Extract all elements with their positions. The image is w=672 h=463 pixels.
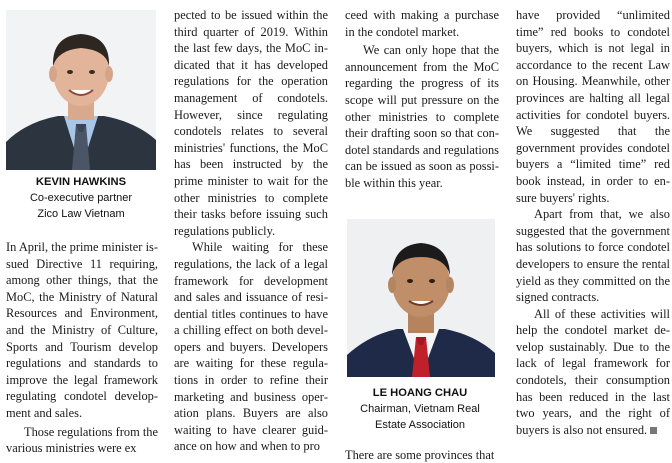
person-role: Chairman, Vietnam Real	[360, 402, 480, 415]
paragraph: Those regulations from the various ministries were ex	[6, 424, 158, 456]
portrait-kevin-hawkins	[6, 10, 156, 170]
paragraph-text: All of these activities will help the condotel market develop sustainably. Due to the lack of legal framework for condotels, their consumption has been reduced in the last two years, and the right of buyers is also not ensured.	[516, 306, 670, 437]
paragraph: ceed with making a purchase in the condotel market.	[345, 8, 499, 39]
person-company: Zico Law Vietnam	[37, 208, 125, 220]
person-role-continued: Estate Association	[375, 418, 465, 431]
article-column-3	[345, 7, 499, 462]
paragraph: have provided “unlimited time” red books to condotel buyers, which is not legal in accordance to the recent Law on Housing. Meanwhile, other provinces are halting all legal activities for condotel buyers. We suggested that the government provides condotel buyers a “limited time” red book instead, in order to ensure buyers' rights.	[516, 8, 670, 205]
portrait-illustration	[347, 219, 495, 377]
person-role: Co-executive partner	[29, 192, 133, 204]
photo-caption-right	[345, 385, 495, 433]
article-column-2	[174, 7, 328, 462]
paragraph: While waiting for these regulations, the lack of a legal framework for development and sales and issuance of residential titles continues to have a chilling effect on both developers and buyers. Developers are waiting for these regulations in order to refine their marketing and business operation plans. Buyers are also waiting to have clearer guidance on how and when to pro	[174, 240, 328, 454]
person-name: LE HOANG CHAU	[372, 386, 468, 399]
paragraph: pected to be issued within the third quarter of 2019. Within the last few days, the MoC indicated that it has developed regulations for the operation management of condotels. However, since regulating condotels relates to several ministries' functions, the MoC has been instructed by the prime minister to wait for the other ministries to complete their tasks before issuing such regulations publicly.	[174, 8, 328, 238]
article-column-4	[516, 7, 670, 462]
paragraph-final	[516, 306, 670, 439]
article-column-1	[6, 0, 158, 462]
end-of-article-mark	[650, 427, 657, 434]
paragraph: Apart from that, we also suggested that the government has solutions to force condotel developers to ensure the rental yield as they committed on the signed contracts.	[516, 207, 670, 305]
paragraph: In April, the prime minister issued Directive 11 requiring, among other things, that the MoC, the Ministry of Natural Resources and Environment, and the Ministry of Culture, Sports and Tourism develop regulations and standards to improve the legal framework regulating condotel development and sales.	[6, 240, 158, 420]
portrait-illustration	[6, 10, 156, 170]
person-name: KEVIN HAWKINS	[35, 176, 127, 188]
portrait-le-hoang-chau	[347, 219, 495, 377]
paragraph: We can only hope that the announcement from the MoC regarding the progress of its scope will put pressure on the other ministries to complete their drafting soon so that condotel standards and regulations can be issued as soon as possible within this year.	[345, 43, 499, 190]
paragraph: There are some provinces that	[345, 447, 495, 462]
photo-caption-left	[6, 174, 156, 222]
